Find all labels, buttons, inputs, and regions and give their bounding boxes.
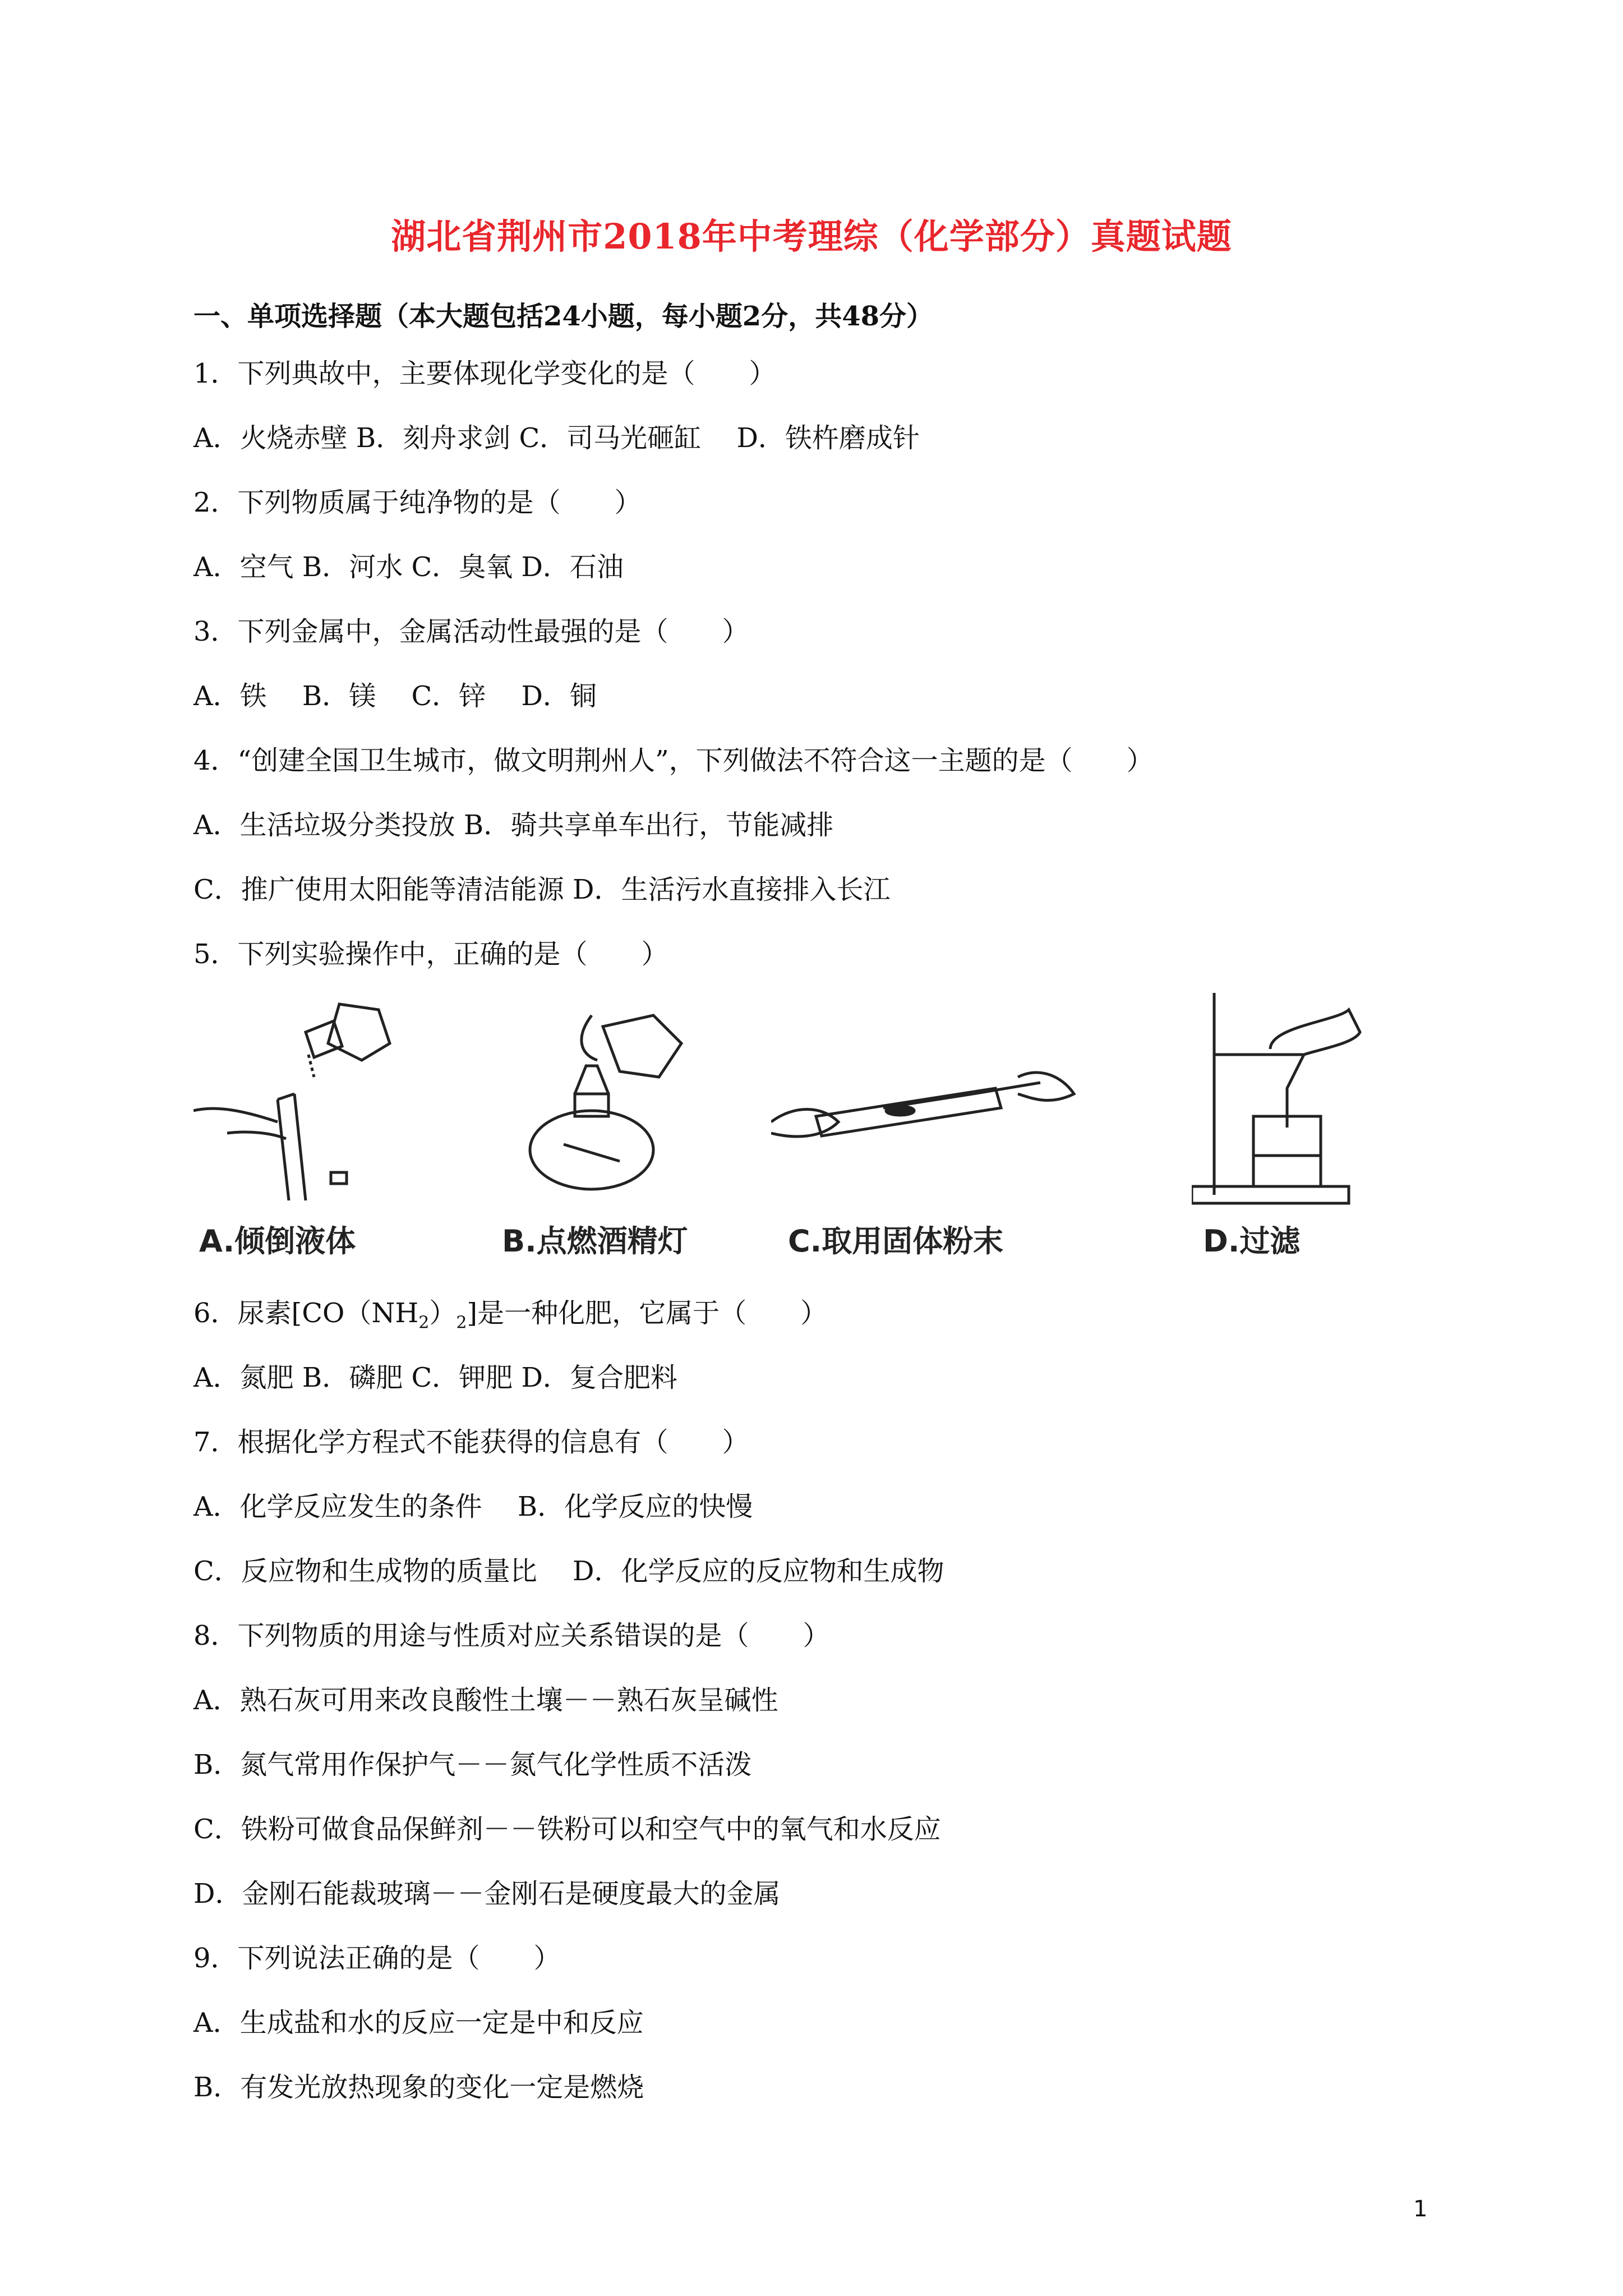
q7-options-2: C．反应物和生成物的质量比 D．化学反应的反应物和生成物 [193,1556,944,1587]
q2-stem: 2．下列物质属于纯净物的是（ ） [193,487,642,518]
q3-stem: 3．下列金属中，金属活动性最强的是（ ） [193,616,749,647]
figure-caption-d: D.过滤 [1203,1223,1301,1259]
q9-option-a: A．生成盐和水的反应一定是中和反应 [193,2007,644,2039]
q4-stem: 4．“创建全国卫生城市，做文明荆州人”，下列做法不符合这一主题的是（ ） [193,745,1154,776]
q9-option-b: B．有发光放热现象的变化一定是燃烧 [193,2072,644,2103]
section-heading: 一、单项选择题（本大题包括24小题，每小题2分，共48分） [193,301,933,332]
q7-options-1: A．化学反应发生的条件 B．化学反应的快慢 [193,1491,753,1522]
q5-figures [193,993,1427,1273]
figure-pouring-liquid [193,993,429,1259]
figure-caption-c: C.取用固体粉末 [788,1223,1004,1259]
figure-caption-a: A.倾倒液体 [199,1223,356,1259]
q4-options-1: A．生活垃圾分类投放 B．骑共享单车出行，节能减排 [193,809,834,841]
q6-options: A．氮肥 B．磷肥 C．钾肥 D．复合肥料 [193,1362,677,1393]
q2-options: A．空气 B．河水 C．臭氧 D．石油 [193,551,624,583]
q7-stem: 7．根据化学方程式不能获得的信息有（ ） [193,1427,749,1458]
q8-option-d: D．金刚石能裁玻璃－－金刚石是硬度最大的金属 [193,1878,781,1910]
q8-option-a: A．熟石灰可用来改良酸性土壤－－熟石灰呈碱性 [193,1685,778,1716]
q1-stem: 1．下列典故中，主要体现化学变化的是（ ） [193,358,776,389]
figure-taking-powder [771,993,1085,1259]
q8-option-b: B．氮气常用作保护气－－氮气化学性质不活泼 [193,1749,752,1780]
figure-caption-b: B.点燃酒精灯 [502,1223,688,1259]
q6-stem: 6．尿素$[CO(NH_2)_2]$是一种化肥，它属于（ ） [193,1297,828,1333]
figure-filtration [1192,993,1405,1259]
q8-stem: 8．下列物质的用途与性质对应关系错误的是（ ） [193,1620,830,1651]
q8-option-c: C．铁粉可做食品保鲜剂－－铁粉可以和空气中的氧气和水反应 [193,1814,941,1845]
page-number: 1 [1413,2196,1428,2222]
q5-stem: 5．下列实验操作中，正确的是（ ） [193,938,668,970]
q9-stem: 9．下列说法正确的是（ ） [193,1943,561,1974]
q4-options-2: C．推广使用太阳能等清洁能源 D．生活污水直接排入长江 [193,874,891,905]
figure-lighting-alcohol-lamp [502,993,721,1259]
document-title: 湖北省荆州市2018年中考理综（化学部分）真题试题 [391,216,1232,257]
q1-options: A．火烧赤壁 B．刻舟求剑 C．司马光砸缸 D．铁杵磨成针 [193,422,920,454]
q3-options: A．铁 B．镁 C．锌 D．铜 [193,680,597,712]
